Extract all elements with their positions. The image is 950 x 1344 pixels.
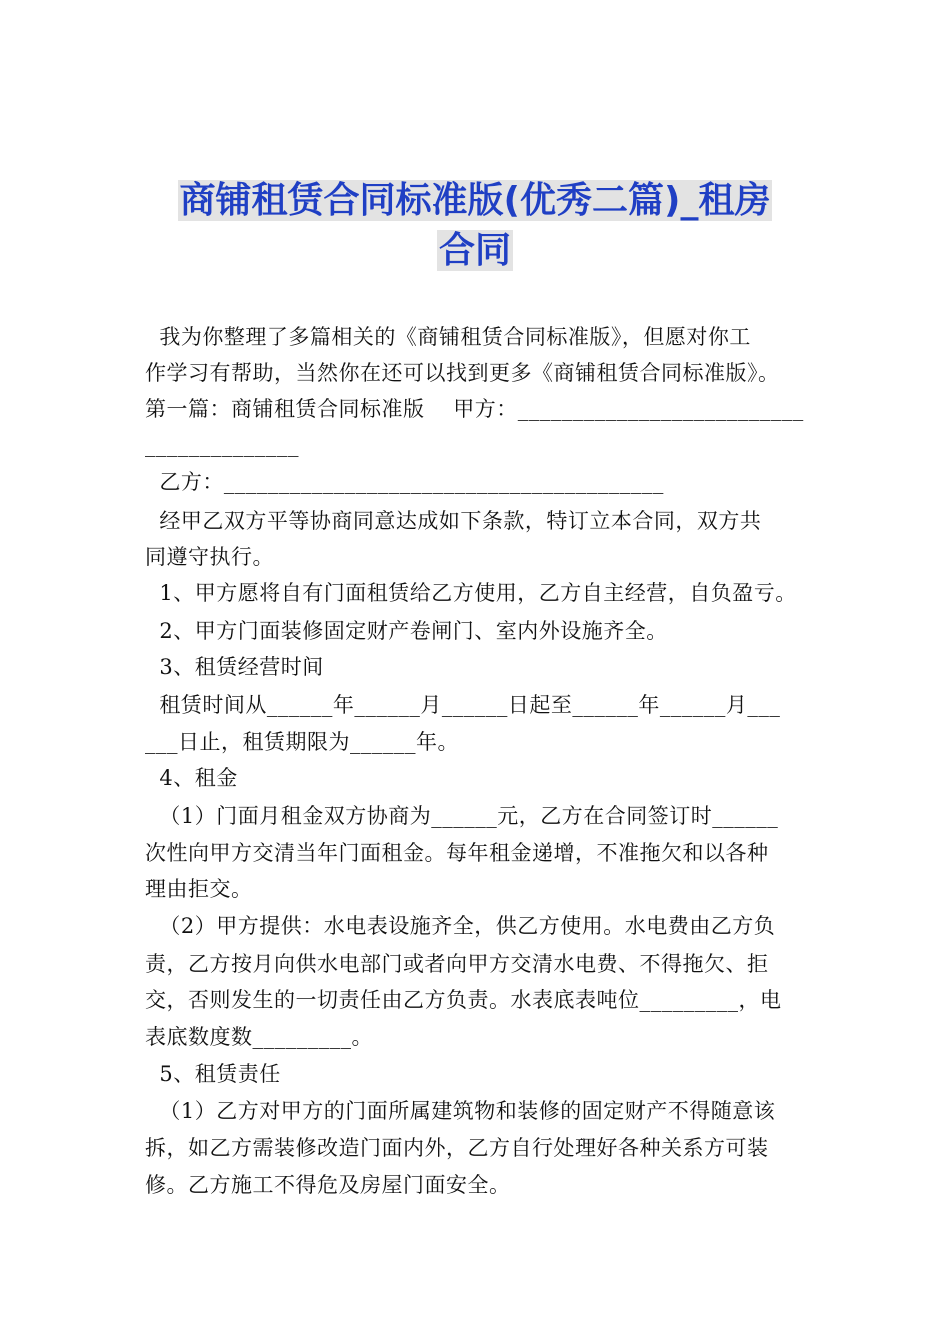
body-line: 第一篇：商铺租赁合同标准版 甲方：__________________________ [145,397,804,421]
body-line: 次性向甲方交清当年门面租金。每年租金递增，不准拖欠和以各种 [145,841,769,865]
title-text-1: 商铺租赁合同标准版(优秀二篇)_租房 [179,180,771,221]
body-line: 修。乙方施工不得危及房屋门面安全。 [145,1173,511,1197]
body-line: 拆，如乙方需装修改造门面内外，乙方自行处理好各种关系方可装 [145,1136,769,1160]
body-line: 交，否则发生的一切责任由乙方负责。水表底表吨位_________，电 [145,988,782,1012]
body-line: 经甲乙双方平等协商同意达成如下条款，特订立本合同，双方共 [145,509,762,533]
document-title-line-1 [0,176,950,226]
body-line: ___日止，租赁期限为______年。 [145,730,459,754]
body-line: 责，乙方按月向供水电部门或者向甲方交清水电费、不得拖欠、拒 [145,952,769,976]
body-line: 5、租赁责任 [145,1062,281,1086]
body-line: 同遵守执行。 [145,545,274,569]
title-text-2: 合同 [438,230,511,271]
document-title-line-2 [0,226,950,276]
body-line: 租赁时间从______年______月______日起至______年______月___ [145,693,781,717]
body-line: 表底数度数_________。 [145,1025,373,1049]
body-line: 1、甲方愿将自有门面租赁给乙方使用，乙方自主经营，自负盈亏。 [145,581,797,605]
body-line: 4、租金 [145,766,238,790]
body-line: ______________ [145,433,299,457]
body-line: （1）乙方对甲方的门面所属建筑物和装修的固定财产不得随意该 [145,1099,776,1123]
body-line: 乙方：________________________________________ [145,470,664,494]
body-line: 2、甲方门面装修固定财产卷闸门、室内外设施齐全。 [145,619,668,643]
body-line: （1）门面月租金双方协商为______元，乙方在合同签订时______ [145,804,779,828]
body-line: （2）甲方提供：水电表设施齐全，供乙方使用。水电费由乙方负 [145,914,776,938]
body-line: 我为你整理了多篇相关的《商铺租赁合同标准版》，但愿对你工 [145,325,751,349]
body-line: 理由拒交。 [145,877,253,901]
body-line: 3、租赁经营时间 [145,655,324,679]
body-line: 作学习有帮助，当然你在还可以找到更多《商铺租赁合同标准版》。 [145,361,780,385]
